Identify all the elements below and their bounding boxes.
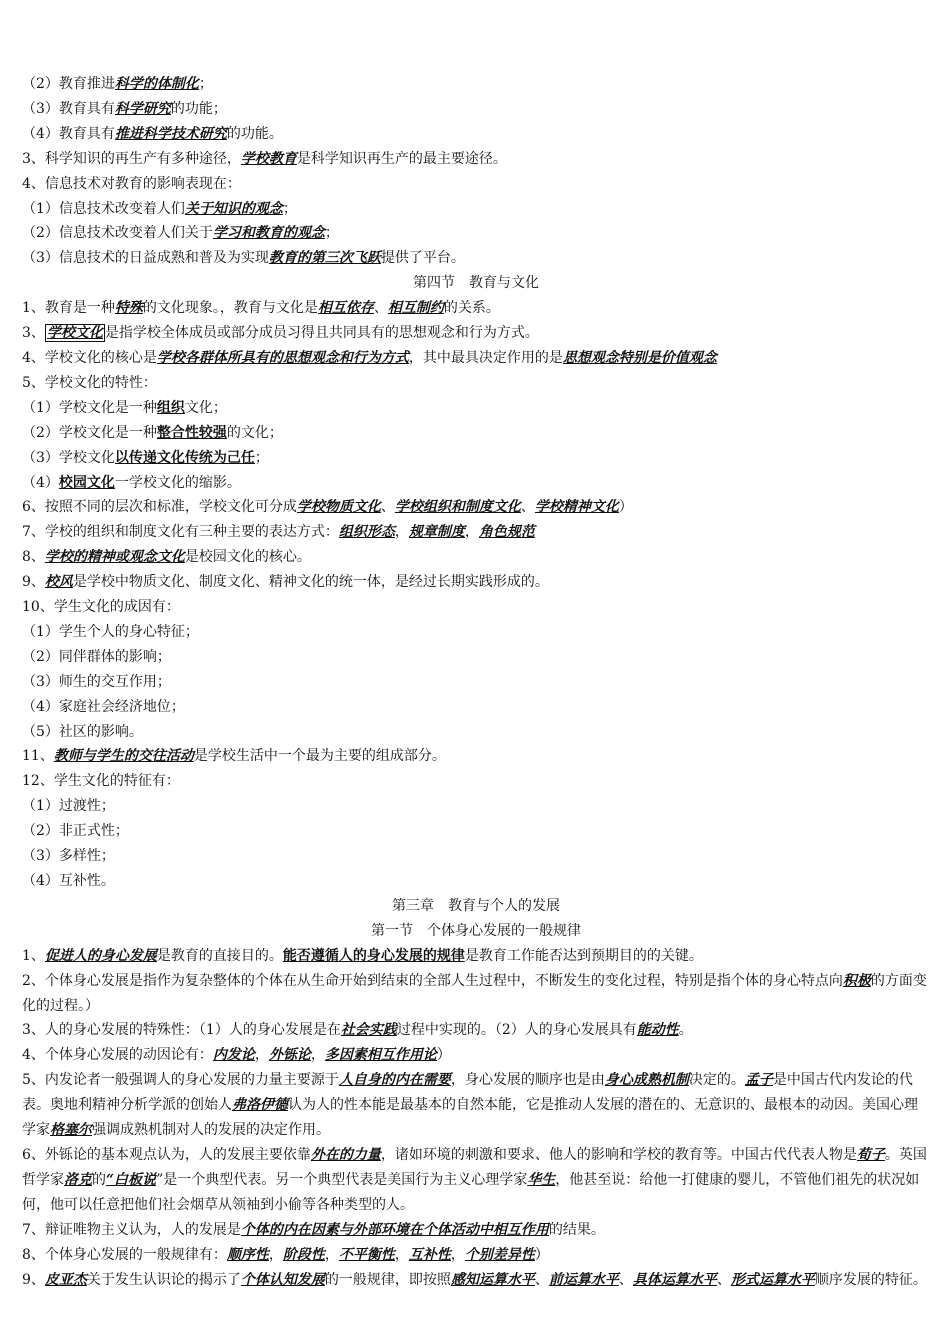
text-line: （3）多样性； xyxy=(22,848,115,865)
paragraph: 6、外铄论的基本观点认为，人的发展主要依靠外在的力量，诸如环境的刺激和要求、他人的影响和学校的教育等。中国古代代表人物是荀子。英国哲学家洛克的“白板说”是一个典型代表。另一个典型代表是美国行为主义心理学家华生，他甚至说：给他一打健康的婴儿，不管他们祖先的状况如何，他可以任意把他们社会烟草从领袖到小偷等各种类型的人。 xyxy=(22,1146,927,1213)
text-line: 7、学校的组织和制度文化有三种主要的表达方式：组织形态，规章制度，角色规范 xyxy=(22,524,535,541)
text-line: 4、学校文化的核心是学校各群体所具有的思想观念和行为方式，其中最具决定作用的是思想观念特别是价值观念 xyxy=(22,349,717,366)
text-line: （3）教育具有科学研究的功能； xyxy=(22,100,227,117)
chapter-heading: 第三章 教育与个人的发展 xyxy=(392,897,560,914)
text-line: （4）教育具有推进科学技术研究的功能。 xyxy=(22,125,283,142)
boxed-term: 学校文化 xyxy=(46,325,103,342)
text-line: （1）信息技术改变着人们关于知识的观念； xyxy=(22,200,297,217)
paragraph: 2、个体身心发展是指作为复杂整体的个体在从生命开始到结束的全部人生过程中，不断发生的变化过程，特别是指个体的身心特点向积极的方面变化的过程。） xyxy=(22,972,927,1014)
text-line: （4）校园文化一学校文化的缩影。 xyxy=(22,474,241,491)
paragraph: 5、内发论者一般强调人的身心发展的力量主要源于人自身的内在需要，身心发展的顺序也是由身心成熟机制决定的。孟子是中国古代内发论的代表。奥地利精神分析学派的创始人弗洛伊德认为人的性本能是最基本的自然本能，它是推动人发展的潜在的、无意识的、最根本的动因。美国心理学家格塞尔强调成熟机制对人的发展的决定作用。 xyxy=(22,1072,918,1139)
text-line: （3）学校文化以传递文化传统为己任； xyxy=(22,449,269,466)
text-line: 1、教育是一种特殊的文化现象。，教育与文化是相互依存、相互制约的关系。 xyxy=(22,300,500,317)
text-line: （1）学生个人的身心特征； xyxy=(22,623,199,640)
text-line: （3）师生的交互作用； xyxy=(22,673,171,690)
document-page xyxy=(22,72,930,1292)
text-line: （1）学校文化是一种组织文化； xyxy=(22,399,227,416)
text-line: （2）教育推进科学的体制化； xyxy=(22,76,213,92)
text-line: 9、校风是学校中物质文化、制度文化、精神文化的统一体，是经过长期实践形成的。 xyxy=(22,574,549,591)
text-line: 4、个体身心发展的动因论有：内发论，外铄论，多因素相互作用论） xyxy=(22,1047,451,1064)
paragraph: 9、皮亚杰关于发生认识论的揭示了个体认知发展的一般规律，即按照感知运算水平、前运算水平、具体运算水平、形式运算水平顺序发展的特征。 xyxy=(22,1271,927,1288)
text-line: （2）同伴群体的影响； xyxy=(22,648,171,665)
text-line: （5）社区的影响。 xyxy=(22,723,143,740)
text-line: （2）信息技术改变着人们关于学习和教育的观念； xyxy=(22,225,339,242)
text-line: （3）信息技术的日益成熟和普及为实现教育的第三次飞跃提供了平台。 xyxy=(22,250,465,267)
text-line: 4、信息技术对教育的影响表现在： xyxy=(22,175,241,192)
text-line: 3、 学校文化 是指学校全体成员或部分成员习得且共同具有的思想观念和行为方式。 xyxy=(22,325,539,342)
text-line: 3、人的身心发展的特殊性：（1）人的身心发展是在社会实践过程中实现的。（2）人的身心发展具有能动性。 xyxy=(22,1022,693,1039)
text-line: （1）过渡性； xyxy=(22,798,115,815)
text-line: 11、教师与学生的交往活动是学校生活中一个最为主要的组成部分。 xyxy=(22,748,446,765)
text-line: 7、辩证唯物主义认为，人的发展是个体的内在因素与外部环境在个体活动中相互作用的结果。 xyxy=(22,1221,605,1238)
text-line: 12、学生文化的特征有： xyxy=(22,773,180,790)
section-heading: 第四节 教育与文化 xyxy=(413,275,539,292)
text-line: （4）家庭社会经济地位； xyxy=(22,698,185,715)
text-line: （2）非正式性； xyxy=(22,823,129,840)
section-heading: 第一节 个体身心发展的一般规律 xyxy=(371,922,581,939)
text-line: 5、学校文化的特性： xyxy=(22,374,157,391)
text-line: 3、科学知识的再生产有多种途径，学校教育是科学知识再生产的最主要途径。 xyxy=(22,150,507,167)
text-line: 10、学生文化的成因有： xyxy=(22,599,180,616)
text-line: 8、学校的精神或观念文化是校园文化的核心。 xyxy=(22,549,311,566)
text-line: 1、促进人的身心发展是教育的直接目的。能否遵循人的身心发展的规律是教育工作能否达到预期目的的关键。 xyxy=(22,947,703,964)
text-line: 6、按照不同的层次和标准，学校文化可分成学校物质文化、学校组织和制度文化、学校精神文化） xyxy=(22,499,633,516)
text-line: （4）互补性。 xyxy=(22,873,115,889)
text-line: （2）学校文化是一种整合性较强的文化； xyxy=(22,424,283,441)
text-line: 8、个体身心发展的一般规律有：顺序性，阶段性，不平衡性，互补性，个别差异性） xyxy=(22,1246,549,1263)
